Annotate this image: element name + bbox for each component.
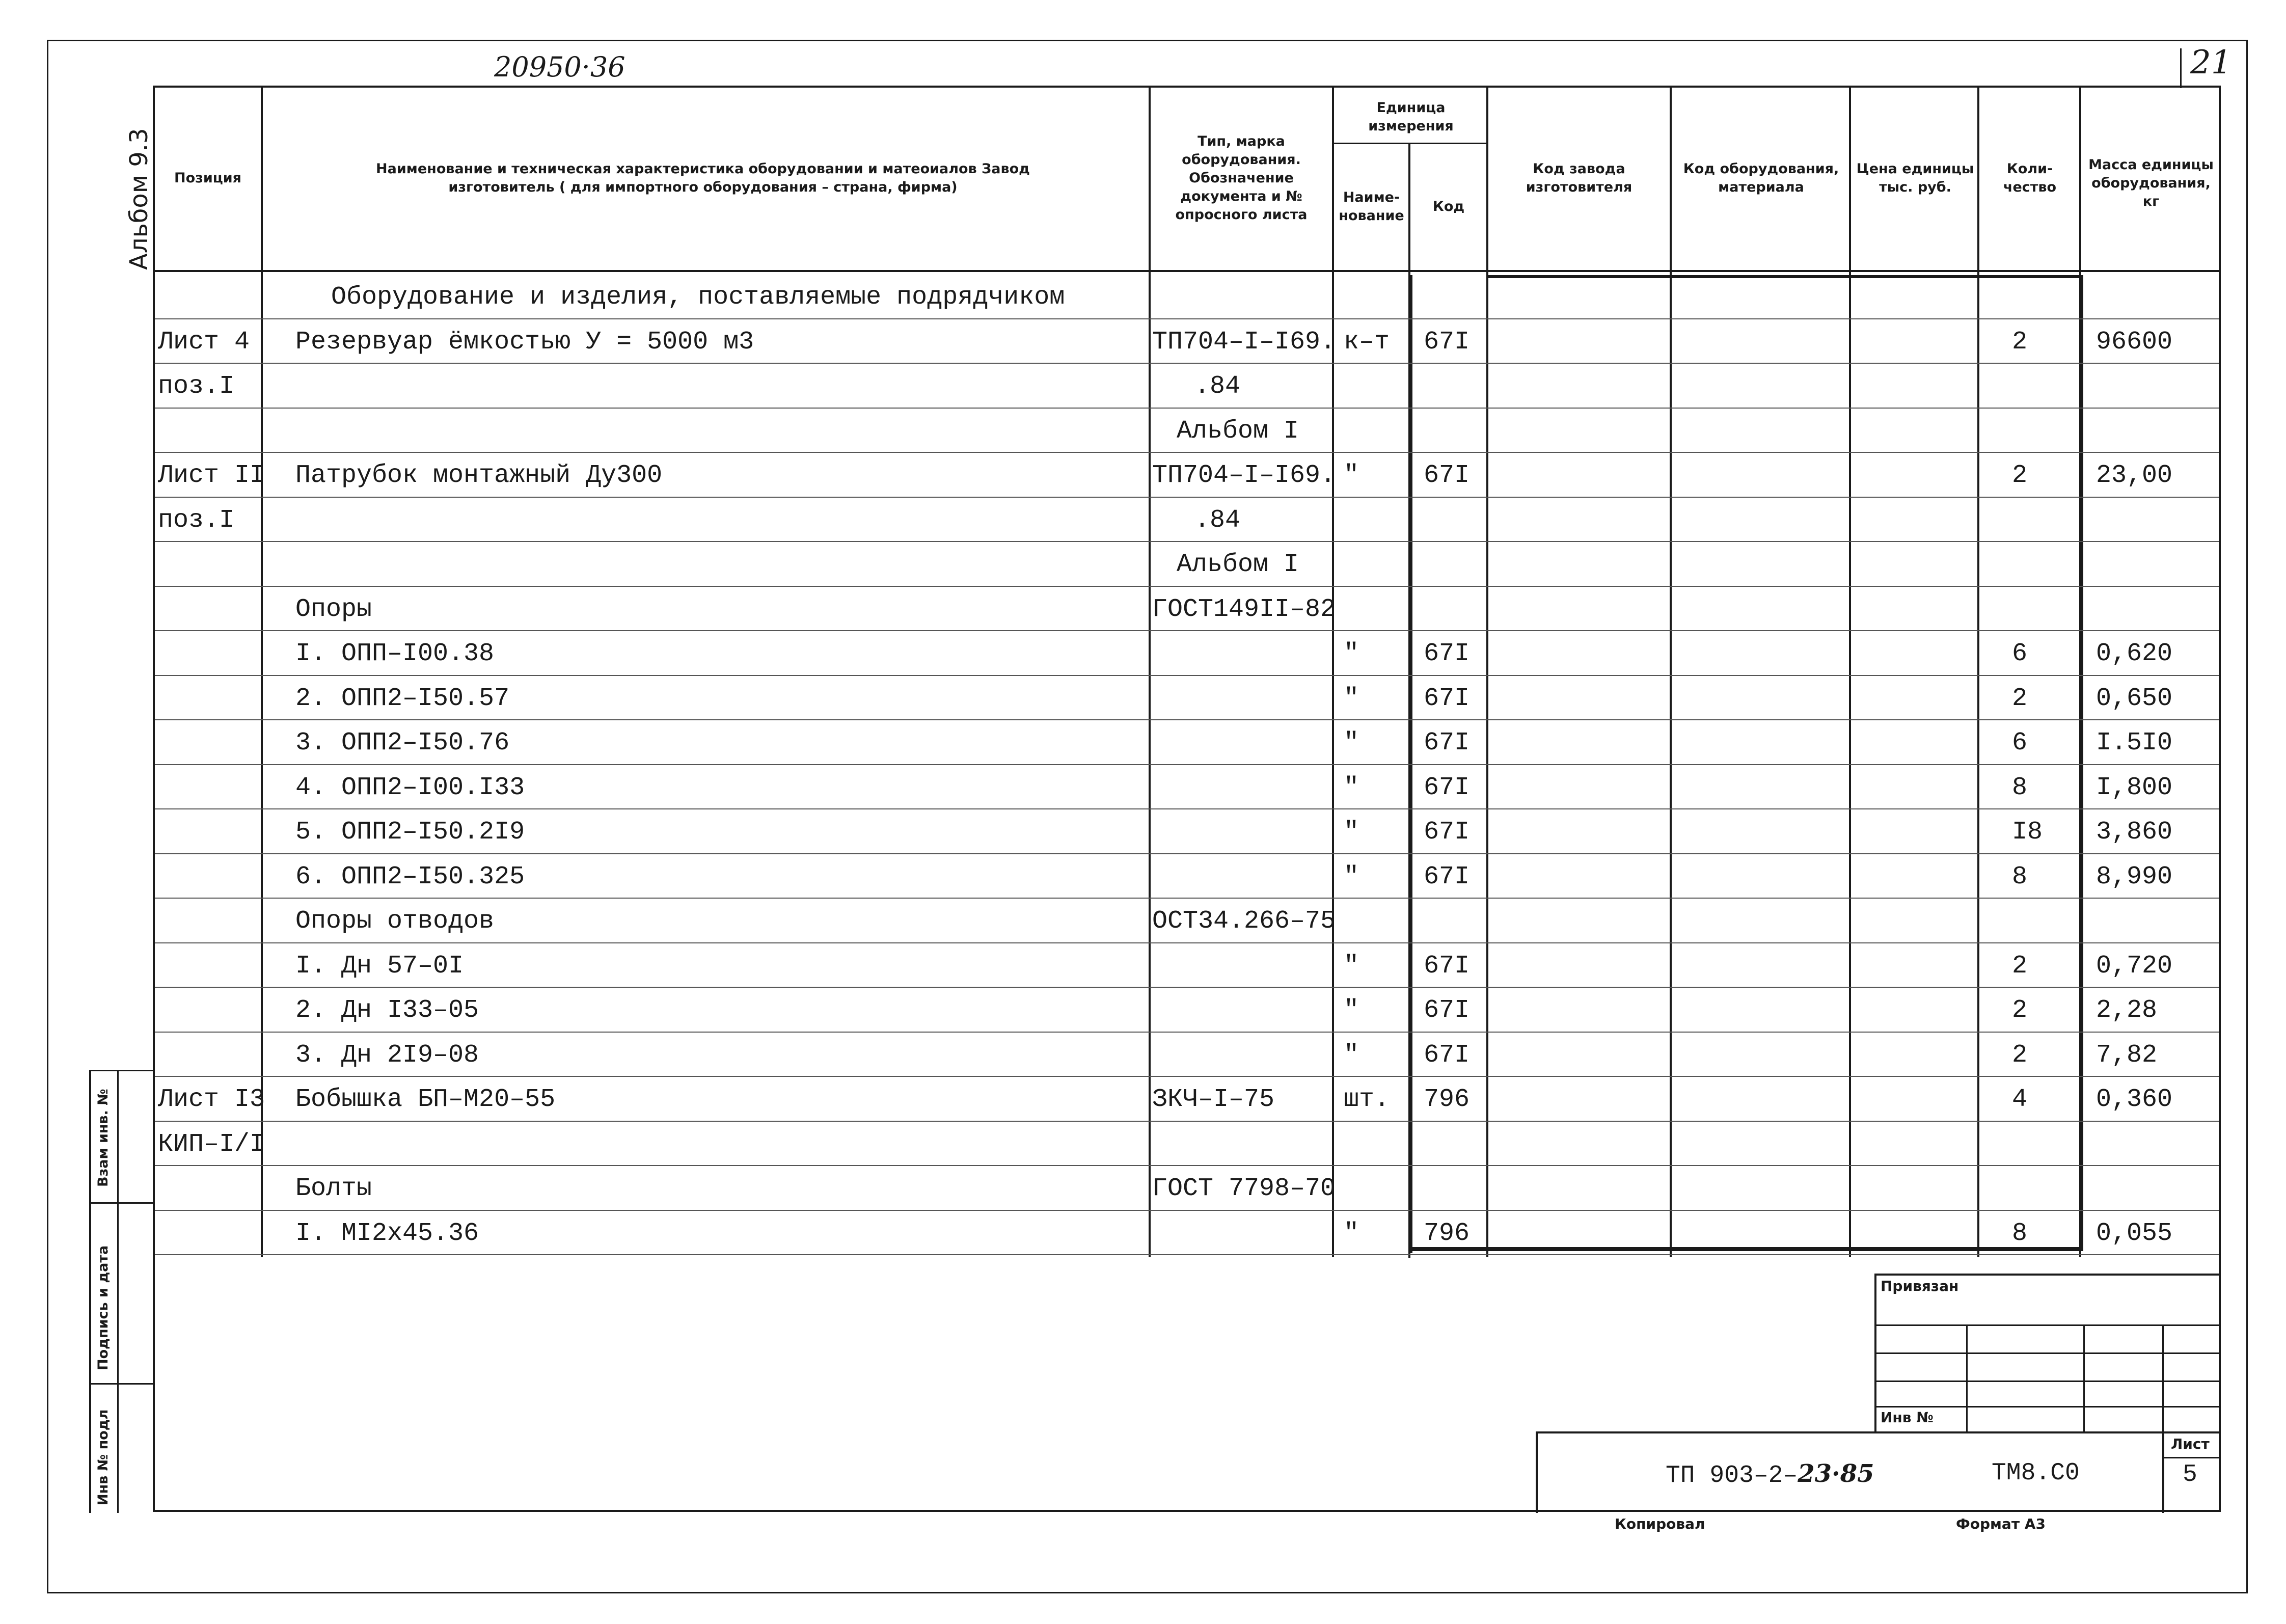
row-divider bbox=[155, 675, 2219, 676]
stamp-privyazan: Привязан bbox=[1881, 1278, 1959, 1294]
stamp-doc-code-print: ТП 903–2– bbox=[1666, 1462, 1798, 1490]
row-name: Болты bbox=[295, 1174, 372, 1203]
row-code: 67I bbox=[1424, 1040, 1470, 1070]
row-divider bbox=[155, 586, 2219, 587]
row-mass: 2,28 bbox=[2096, 996, 2158, 1025]
row-code: 796 bbox=[1424, 1085, 1470, 1114]
row-unit: " bbox=[1344, 996, 1359, 1025]
row-unit: " bbox=[1344, 1040, 1359, 1070]
row-name: Опоры отводов bbox=[295, 907, 495, 936]
row-mass: 8,990 bbox=[2096, 862, 2173, 891]
row-quantity: 8 bbox=[2012, 862, 2028, 891]
row-quantity: 4 bbox=[2012, 1085, 2028, 1114]
row-name: Бобышка БП–М20–55 bbox=[295, 1085, 556, 1114]
row-position: Лист I3 bbox=[158, 1085, 265, 1114]
stamp-mark: ТМ8.С0 bbox=[1992, 1459, 2080, 1487]
row-type: ОСТ34.266–75 bbox=[1152, 907, 1336, 936]
header-position: Позиция bbox=[174, 170, 242, 186]
row-divider bbox=[155, 541, 2219, 542]
row-type: ГОСТ149II–82 bbox=[1152, 594, 1336, 624]
row-mass: 23,00 bbox=[2096, 461, 2173, 490]
side-label-vzam: Взам инв. № bbox=[95, 1089, 111, 1187]
row-code: 67I bbox=[1424, 862, 1470, 891]
row-divider bbox=[155, 987, 2219, 988]
row-divider bbox=[155, 764, 2219, 765]
row-name: 5. ОПП2–I50.2I9 bbox=[295, 818, 525, 847]
row-mass: 3,860 bbox=[2096, 818, 2173, 847]
row-quantity: 8 bbox=[2012, 1219, 2028, 1248]
row-name: 2. Дн I33–05 bbox=[295, 996, 479, 1025]
row-quantity: 6 bbox=[2012, 639, 2028, 668]
header-unit-code: Код bbox=[1432, 199, 1465, 214]
row-position: Лист II bbox=[158, 461, 265, 490]
header-unit-name: Наиме-нование bbox=[1339, 190, 1404, 224]
row-divider bbox=[155, 363, 2219, 364]
row-unit: к–т bbox=[1344, 327, 1390, 357]
row-divider bbox=[155, 853, 2219, 854]
row-quantity: 6 bbox=[2012, 728, 2028, 757]
table-row bbox=[0, 498, 2286, 543]
table-row bbox=[0, 1167, 2286, 1211]
row-mass: 0,720 bbox=[2096, 951, 2173, 981]
row-code: 67I bbox=[1424, 461, 1470, 490]
row-divider bbox=[155, 1032, 2219, 1033]
footer-format: Формат А3 bbox=[1956, 1515, 2046, 1532]
row-divider bbox=[155, 630, 2219, 631]
row-position: КИП–I/I bbox=[158, 1129, 265, 1159]
row-type: ЗКЧ–I–75 bbox=[1152, 1085, 1275, 1114]
header-equipment-code: Код оборудования, материала bbox=[1683, 161, 1839, 195]
table-row bbox=[0, 899, 2286, 944]
row-name: 3. Дн 2I9–08 bbox=[295, 1040, 479, 1070]
table-row bbox=[0, 632, 2286, 676]
row-type: ТП704–I–I69. bbox=[1152, 461, 1336, 490]
table-row bbox=[0, 1077, 2286, 1122]
table-row bbox=[0, 409, 2286, 454]
row-code: 67I bbox=[1424, 951, 1470, 981]
row-name: Резервуар ёмкостью У = 5000 м3 bbox=[295, 327, 754, 357]
row-code: 67I bbox=[1424, 818, 1470, 847]
row-type: .84 bbox=[1194, 505, 1241, 535]
row-unit: " bbox=[1344, 728, 1359, 757]
row-name: I. ОПП–I00.38 bbox=[295, 639, 495, 668]
row-type: Альбом I bbox=[1177, 550, 1299, 579]
row-position: Лист 4 bbox=[158, 327, 250, 357]
header-factory-code: Код завода изготовителя bbox=[1526, 161, 1632, 195]
row-quantity: 2 bbox=[2012, 461, 2028, 490]
table-row bbox=[0, 855, 2286, 900]
table-row bbox=[0, 944, 2286, 989]
row-divider bbox=[155, 719, 2219, 720]
row-type: ГОСТ 7798–70 bbox=[1152, 1174, 1336, 1203]
row-unit: " bbox=[1344, 1219, 1359, 1248]
table-row bbox=[0, 543, 2286, 587]
row-quantity: 2 bbox=[2012, 684, 2028, 713]
row-mass: 0,055 bbox=[2096, 1219, 2173, 1248]
table-row bbox=[0, 810, 2286, 855]
row-quantity: 2 bbox=[2012, 996, 2028, 1025]
row-divider bbox=[155, 1165, 2219, 1166]
row-code: 67I bbox=[1424, 773, 1470, 802]
row-type: ТП704–I–I69. bbox=[1152, 327, 1336, 357]
table-row bbox=[0, 587, 2286, 632]
stamp-sheet-number: 5 bbox=[2183, 1461, 2197, 1488]
row-unit: шт. bbox=[1344, 1085, 1390, 1114]
row-unit: " bbox=[1344, 951, 1359, 981]
row-mass: 0,650 bbox=[2096, 684, 2173, 713]
row-quantity: 2 bbox=[2012, 1040, 2028, 1070]
row-code: 67I bbox=[1424, 684, 1470, 713]
row-divider bbox=[155, 497, 2219, 498]
row-unit: " bbox=[1344, 461, 1359, 490]
row-mass: 7,82 bbox=[2096, 1040, 2158, 1070]
header-price: Цена единицы тыс. руб. bbox=[1856, 161, 1974, 195]
row-position: поз.I bbox=[158, 505, 235, 535]
row-name: 3. ОПП2–I50.76 bbox=[295, 728, 510, 757]
footer-copied: Копировал bbox=[1615, 1515, 1705, 1532]
row-divider bbox=[155, 1076, 2219, 1077]
row-divider bbox=[155, 898, 2219, 899]
row-divider bbox=[155, 408, 2219, 409]
header-type: Тип, марка оборудования. Обозначение документа и № опросного листа bbox=[1175, 133, 1308, 223]
row-mass: 0,360 bbox=[2096, 1085, 2173, 1114]
table-row bbox=[0, 364, 2286, 409]
row-code: 67I bbox=[1424, 639, 1470, 668]
side-label-inv-podl: Инв № подл bbox=[95, 1409, 111, 1505]
header-quantity: Коли-чество bbox=[2003, 161, 2057, 195]
row-quantity: 8 bbox=[2012, 773, 2028, 802]
row-mass: I.5I0 bbox=[2096, 728, 2173, 757]
row-quantity: 2 bbox=[2012, 951, 2028, 981]
row-code: 67I bbox=[1424, 327, 1470, 357]
row-unit: " bbox=[1344, 862, 1359, 891]
row-divider bbox=[155, 318, 2219, 319]
row-name: Опоры bbox=[295, 594, 372, 624]
table-row bbox=[0, 721, 2286, 766]
row-divider bbox=[155, 942, 2219, 943]
row-divider bbox=[155, 808, 2219, 809]
row-divider bbox=[155, 1210, 2219, 1211]
row-unit: " bbox=[1344, 818, 1359, 847]
row-type: .84 bbox=[1194, 372, 1241, 401]
table-row bbox=[0, 320, 2286, 365]
header-name: Наименование и техническая характеристика оборудовании и матеоиалов Завод изготовитель ( для импортного оборудования – страна, фирма) bbox=[376, 161, 1030, 195]
table-row bbox=[0, 1211, 2286, 1256]
stamp-sheet-label: Лист bbox=[2171, 1436, 2210, 1452]
row-mass: I,800 bbox=[2096, 773, 2173, 802]
table-row bbox=[0, 453, 2286, 498]
stamp-inv-no: Инв № bbox=[1881, 1409, 1934, 1426]
row-mass: 0,620 bbox=[2096, 639, 2173, 668]
header-unit-group: Единица измерения bbox=[1368, 100, 1454, 134]
row-mass: 96600 bbox=[2096, 327, 2173, 357]
row-unit: " bbox=[1344, 773, 1359, 802]
row-name: Патрубок монтажный Ду300 bbox=[295, 461, 663, 490]
row-name: I. МI2х45.36 bbox=[295, 1219, 479, 1248]
table-row bbox=[0, 1033, 2286, 1078]
table-row bbox=[0, 988, 2286, 1033]
page-number-corner: 21 bbox=[2190, 44, 2232, 82]
row-type: Альбом I bbox=[1177, 416, 1299, 446]
row-code: 796 bbox=[1424, 1219, 1470, 1248]
row-name: 2. ОПП2–I50.57 bbox=[295, 684, 510, 713]
row-name: I. Дн 57–0I bbox=[295, 951, 464, 981]
row-name: 4. ОПП2–I00.I33 bbox=[295, 773, 525, 802]
doc-number-top: 20950·36 bbox=[494, 51, 625, 83]
table-row bbox=[0, 275, 2286, 320]
table-row bbox=[0, 766, 2286, 810]
row-divider bbox=[155, 1254, 2219, 1255]
row-code: 67I bbox=[1424, 996, 1470, 1025]
row-code: 67I bbox=[1424, 728, 1470, 757]
table-row bbox=[0, 676, 2286, 721]
table-row bbox=[0, 1122, 2286, 1167]
row-unit: " bbox=[1344, 684, 1359, 713]
side-label-podpis: Подпись и дата bbox=[95, 1245, 111, 1370]
row-divider bbox=[155, 1121, 2219, 1122]
row-unit: " bbox=[1344, 639, 1359, 668]
header-mass: Масса единицы оборудования, кг bbox=[2088, 157, 2214, 209]
stamp-doc-code-hand: 23·85 bbox=[1798, 1459, 1874, 1488]
row-quantity: I8 bbox=[2012, 818, 2043, 847]
row-divider bbox=[155, 452, 2219, 453]
row-position: поз.I bbox=[158, 372, 235, 401]
album-label: Альбом 9.3 bbox=[125, 128, 153, 270]
row-name: Оборудование и изделия, поставляемые подрядчиком bbox=[331, 283, 1065, 312]
row-quantity: 2 bbox=[2012, 327, 2028, 357]
row-name: 6. ОПП2–I50.325 bbox=[295, 862, 525, 891]
stamp-doc-code bbox=[1666, 1459, 1874, 1490]
